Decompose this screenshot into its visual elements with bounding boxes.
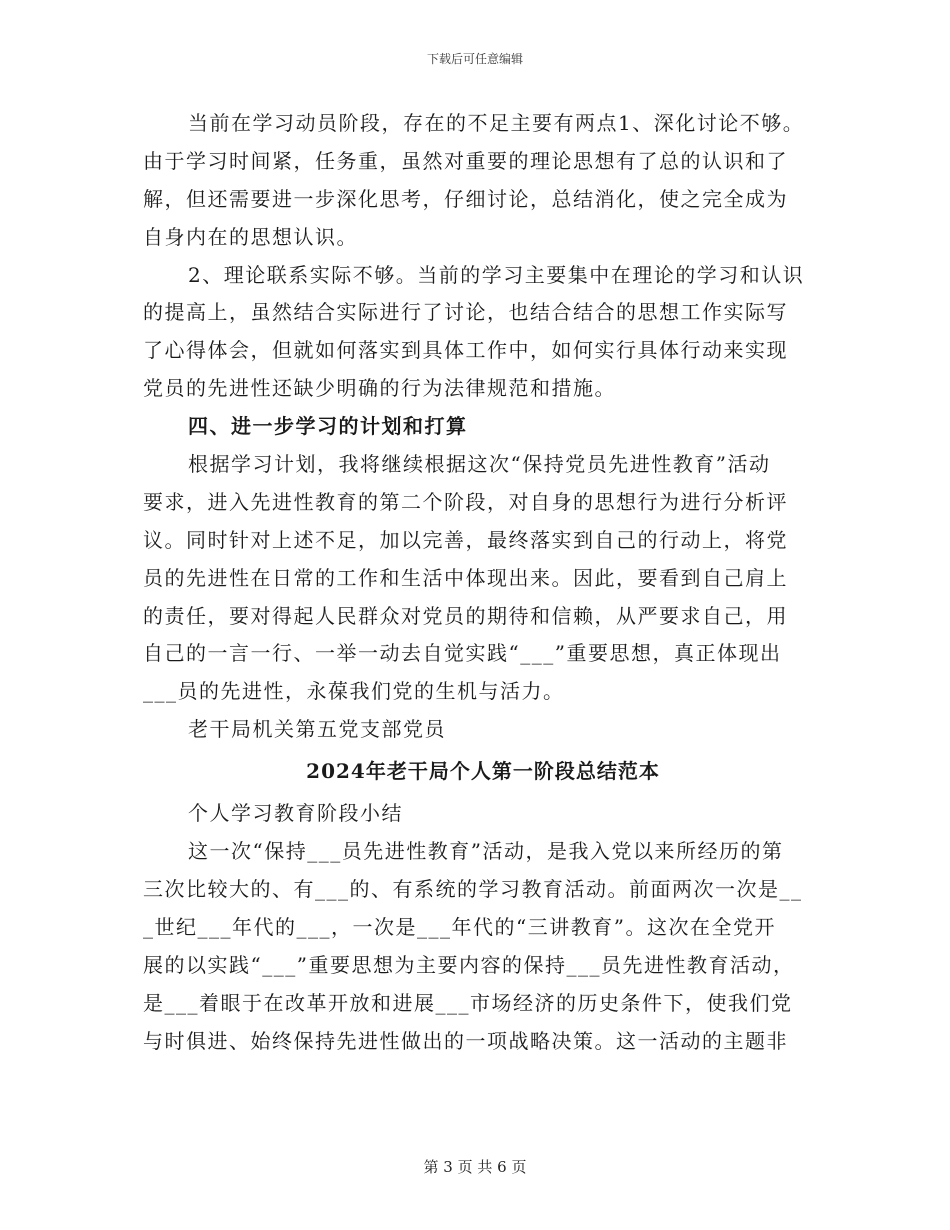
- subheading: [143, 801, 823, 826]
- signature-text: 老干局机关第五党支部党员: [188, 717, 446, 742]
- text-line: 要求，进入先进性教育的第二个阶段，对自身的思想行为进行分析评: [143, 489, 788, 514]
- text-line: _世纪___年代的___，一次是___年代的“三讲教育”。这次在全党开: [143, 914, 776, 939]
- text-line: 自身内在的思想认识。: [143, 224, 358, 249]
- text-line: 是___着眼于在改革开放和进展___市场经济的历史条件下，使我们党: [143, 990, 793, 1015]
- text-line: 三次比较大的、有___的、有系统的学习教育活动。前面两次一次是__: [143, 877, 803, 902]
- paragraph-summary: [143, 839, 823, 1053]
- text-line: ___员的先进性，永葆我们党的生机与活力。: [143, 679, 565, 704]
- text-line: 的责任，要对得起人民群众对党员的期待和信赖，从严要求自己，用: [143, 603, 788, 628]
- text-line: 这一次“保持___员先进性教育”活动，是我入党以来所经历的第: [188, 839, 784, 864]
- text-line: 当前在学习动员阶段，存在的不足主要有两点1、深化讨论不够。: [188, 111, 805, 135]
- paragraph-shortcomings-2: [143, 262, 823, 401]
- document-body: [143, 113, 823, 1068]
- page-header: 下载后可任意编辑: [426, 52, 523, 66]
- text-line: 由于学习时间紧，任务重，虽然对重要的理论思想有了总的认识和了: [143, 148, 788, 173]
- text-line: 的提高上，虽然结合实际进行了讨论，也结合结合的思想工作实际写: [143, 300, 788, 325]
- text-line: 党员的先进性还缺少明确的行为法律规范和措施。: [143, 376, 616, 401]
- text-line: 解，但还需要进一步深化思考，仔细讨论，总结消化，使之完全成为: [143, 186, 788, 211]
- signature: [143, 717, 823, 742]
- text-line: 展的以实践“___”重要思想为主要内容的保持___员先进性教育活动，: [143, 952, 795, 977]
- text-line: 员的先进性在日常的工作和生活中体现出来。因此，要看到自己肩上: [143, 565, 788, 590]
- text-line: 与时俱进、始终保持先进性做出的一项战略决策。这一活动的主题非: [143, 1028, 788, 1053]
- section-heading: [143, 414, 823, 439]
- page-footer: 第 3 页 共 6 页: [423, 1158, 527, 1176]
- subheading-text: 个人学习教育阶段小结: [188, 801, 403, 826]
- text-line: 2、理论联系实际不够。当前的学习主要集中在理论的学习和认识: [188, 262, 805, 287]
- text-line: 自己的一言一行、一举一动去自觉实践“___”重要思想，真正体现出: [143, 641, 782, 666]
- text-line: 议。同时针对上述不足，加以完善，最终落实到自己的行动上，将党: [143, 527, 788, 552]
- paragraph-plan: [143, 452, 823, 704]
- section-heading-text: 四、进一步学习的计划和打算: [188, 414, 468, 439]
- text-line: 根据学习计划，我将继续根据这次“保持党员先进性教育”活动: [188, 452, 771, 477]
- text-line: 了心得体会，但就如何落实到具体工作中，如何实行具体行动来实现: [143, 338, 788, 363]
- paragraph-shortcomings-1: [143, 113, 823, 247]
- document-title: 2024年老干局个人第一阶段总结范本: [306, 759, 660, 784]
